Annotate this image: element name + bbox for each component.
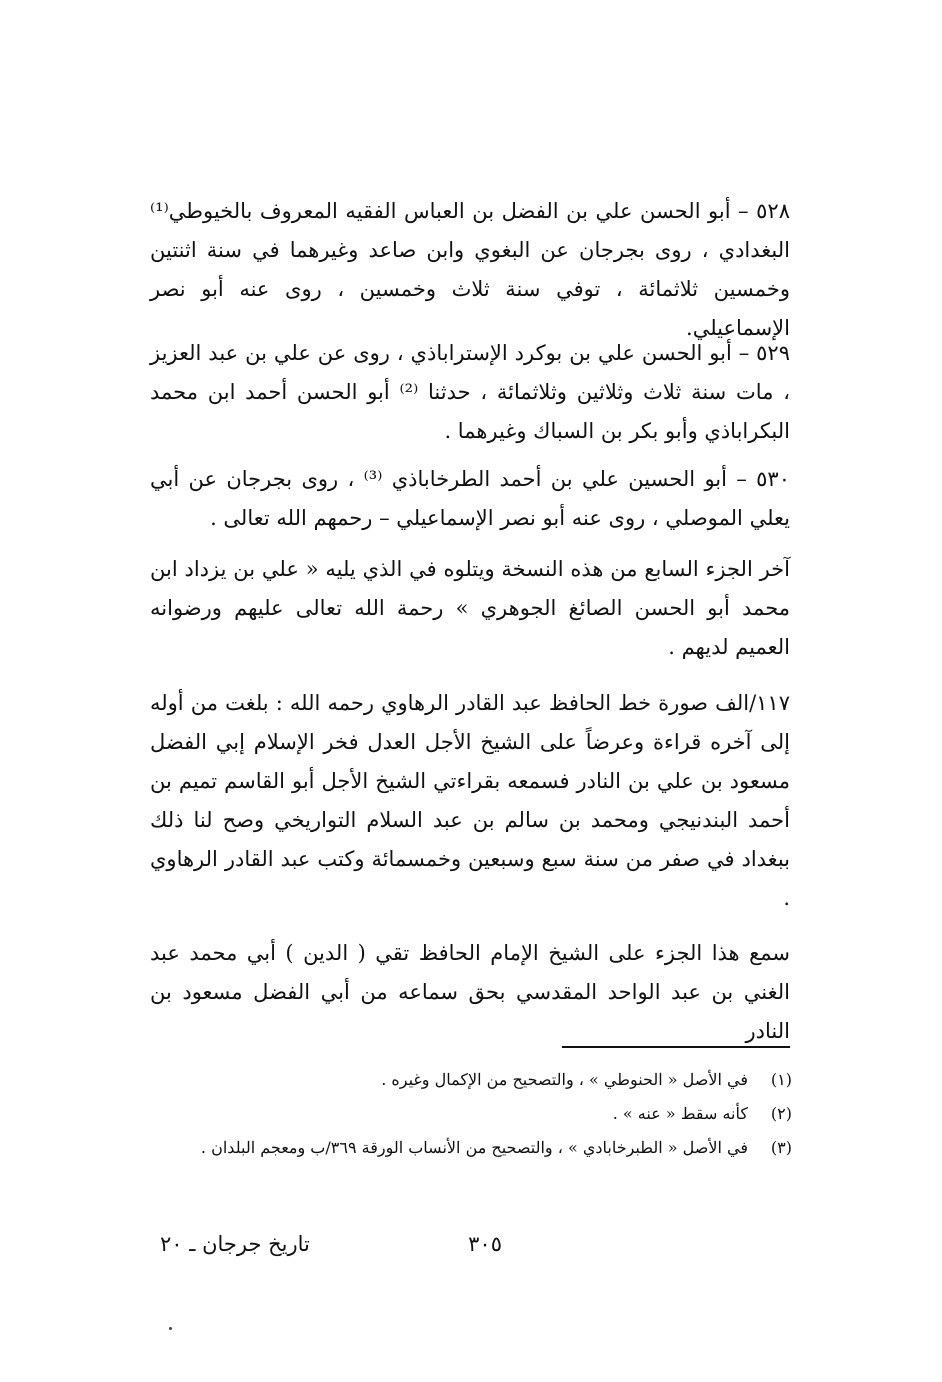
page-number: ٣٠٥ <box>468 1232 502 1256</box>
footnotes <box>150 1064 792 1166</box>
entry-529-text: ٥٢٩ – أبو الحسن علي بن بوكرد الإستراباذي ، روى عن علي بن عبد العزيز ، مات سنة ثلاث وثلاثين وثلاثمائة ، حدثنا ⁽²⁾ أبو الحسن أحمد ابن محمد البكراباذي وأبو بكر بن السباك وغيرهما . <box>150 341 791 443</box>
scan-speck <box>169 1327 172 1330</box>
audition-paragraph <box>150 934 790 1051</box>
footnote-1 <box>150 1064 792 1096</box>
page-footer <box>150 1232 792 1272</box>
footnote-text: في الأصل « الطبرخابادي » ، والتصحيح من الأنساب الورقة ٣٦٩/ب ومعجم البلدان . <box>200 1138 748 1157</box>
footnote-2 <box>150 1098 792 1130</box>
entry-528-text: ٥٢٨ – أبو الحسن علي بن الفضل بن العباس الفقيه المعروف بالخيوطي⁽¹⁾ البغدادي ، روى بجرجان عن البغوي وابن صاعد وغيرهما في سنة اثنتين وخمسين ثلاثمائة ، توفي سنة ثلاث وخمسين ، روى عنه أبو نصر الإسماعيلي. <box>150 199 790 340</box>
entry-530 <box>150 460 790 538</box>
footnote-number: (١) <box>770 1070 792 1089</box>
footnote-text: كأنه سقط « عنه » . <box>612 1104 748 1123</box>
running-title: تاريخ جرجان ـ ٢٠ <box>160 1232 310 1256</box>
entry-528 <box>150 192 790 348</box>
footnote-3 <box>150 1132 792 1164</box>
audition-text: سمع هذا الجزء على الشيخ الإمام الحافظ تقي ( الدين ) أبي محمد عبد الغني بن عبد الواحد المقدسي بحق سماعه من أبي الفضل مسعود بن النادر <box>150 941 790 1043</box>
footnote-number: (٢) <box>770 1104 792 1123</box>
entry-530-text: ٥٣٠ – أبو الحسين علي بن أحمد الطرخاباذي ⁽³⁾ ، روى بجرجان عن أبي يعلي الموصلي ، روى عنه أبو نصر الإسماعيلي – رحمهم الله تعالى . <box>150 467 790 530</box>
entry-529 <box>150 334 790 451</box>
manuscript-note-text: ١١٧/الف صورة خط الحافظ عبد القادر الرهاوي رحمه الله : بلغت من أوله إلى آخره قراءة وعرضاً على الشيخ الأجل العدل فخر الإسلام إبي الفضل مسعود بن علي بن النادر فسمعه بقراءتي الشيخ الأجل أبو القاسم تميم بن أحمد البندنيجي ومحمد بن سالم بن عبد السلام التواريخي وصح لنا ذلك ببغداد في صفر من سنة سبع وسبعين وخمسمائة وكتب عبد القادر الرهاوي . <box>150 691 790 910</box>
footnote-number: (٣) <box>770 1138 792 1157</box>
manuscript-note-paragraph <box>150 684 790 918</box>
colophon-text: آخر الجزء السابع من هذه النسخة ويتلوه في الذي يليه « علي بن يزداد ابن محمد أبو الحسن الصائغ الجوهري » رحمة الله تعالى عليهم ورضوانه العميم لديهم . <box>150 557 790 659</box>
footnote-separator <box>562 1046 790 1048</box>
colophon-paragraph <box>150 550 790 667</box>
footnote-text: في الأصل « الحنوطي » ، والتصحيح من الإكمال وغيره . <box>381 1070 748 1089</box>
